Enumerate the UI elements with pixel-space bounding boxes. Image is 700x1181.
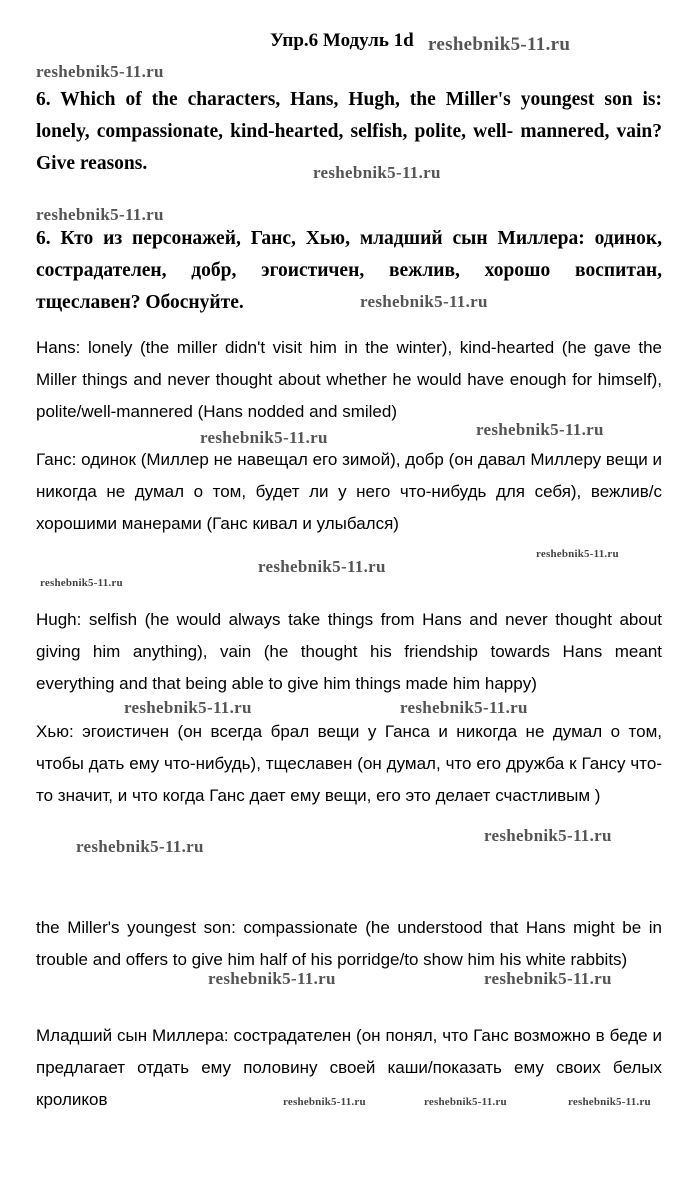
watermark: reshebnik5-11.ru — [36, 205, 164, 224]
watermark: reshebnik5-11.ru — [258, 557, 386, 576]
question-russian: 6. Кто из персонажей, Ганс, Хью, младший сын Миллера: одинок, сострадателен, добр, эгоистичен, вежлив, хорошо воспитан, тщеславен? Обоснуйте. — [36, 228, 662, 313]
question-english: 6. Which of the characters, Hans, Hugh, the Miller's youngest son is: lonely, compassionate, kind-hearted, selfish, polite, well- mannered, vain? Give reasons. — [36, 89, 662, 174]
watermark: reshebnik5-11.ru — [400, 698, 528, 717]
watermark: reshebnik5-11.ru — [568, 1096, 651, 1108]
watermark: reshebnik5-11.ru — [208, 969, 336, 988]
watermark: reshebnik5-11.ru — [76, 837, 204, 856]
page-title: Упр.6 Модуль 1d — [270, 30, 414, 51]
answer-hans-russian: Ганс: одинок (Миллер не навещал его зимой), добр (он давал Миллеру вещи и никогда не думал о том, будет ли у него что-нибудь для себя), вежлив/с хорошими манерами (Ганс кивал и улыбался) — [36, 450, 662, 533]
answer-hans-english: Hans: lonely (the miller didn't visit him in the winter), kind-hearted (he gave the Miller things and never thought about whether he would have enough for himself), polite/well-mannered (Hans nodded and smiled) — [36, 338, 662, 421]
answer-son-russian: Младший сын Миллера: сострадателен (он понял, что Ганс возможно в беде и предлагает отдать ему половину своей каши/показать ему своих белых кроликов — [36, 1026, 662, 1109]
watermark: reshebnik5-11.ru — [40, 577, 123, 589]
watermark: reshebnik5-11.ru — [200, 428, 328, 447]
watermark: reshebnik5-11.ru — [360, 292, 488, 311]
watermark: reshebnik5-11.ru — [484, 969, 612, 988]
watermark: reshebnik5-11.ru — [313, 163, 441, 182]
watermark: reshebnik5-11.ru — [428, 34, 571, 55]
watermark: reshebnik5-11.ru — [124, 698, 252, 717]
answer-hugh-english: Hugh: selfish (he would always take things from Hans and never thought about giving him anything), vain (he thought his friendship towards Hans meant everything and that being able to give him things made him happy) — [36, 610, 662, 693]
answer-hugh-russian: Хью: эгоистичен (он всегда брал вещи у Ганса и никогда не думал о том, чтобы дать ему что-нибудь), тщеславен (он думал, что его дружба к Гансу что-то значит, и что когда Ганс дает ему вещи, его это делает счастливым ) — [36, 722, 662, 805]
watermark: reshebnik5-11.ru — [283, 1096, 366, 1108]
answer-son-english: the Miller's youngest son: compassionate (he understood that Hans might be in trouble and offers to give him half of his porridge/to show him his white rabbits) — [36, 918, 662, 969]
watermark: reshebnik5-11.ru — [484, 826, 612, 845]
watermark: reshebnik5-11.ru — [476, 420, 604, 439]
watermark: reshebnik5-11.ru — [536, 548, 619, 560]
watermark: reshebnik5-11.ru — [424, 1096, 507, 1108]
watermark: reshebnik5-11.ru — [36, 62, 164, 81]
